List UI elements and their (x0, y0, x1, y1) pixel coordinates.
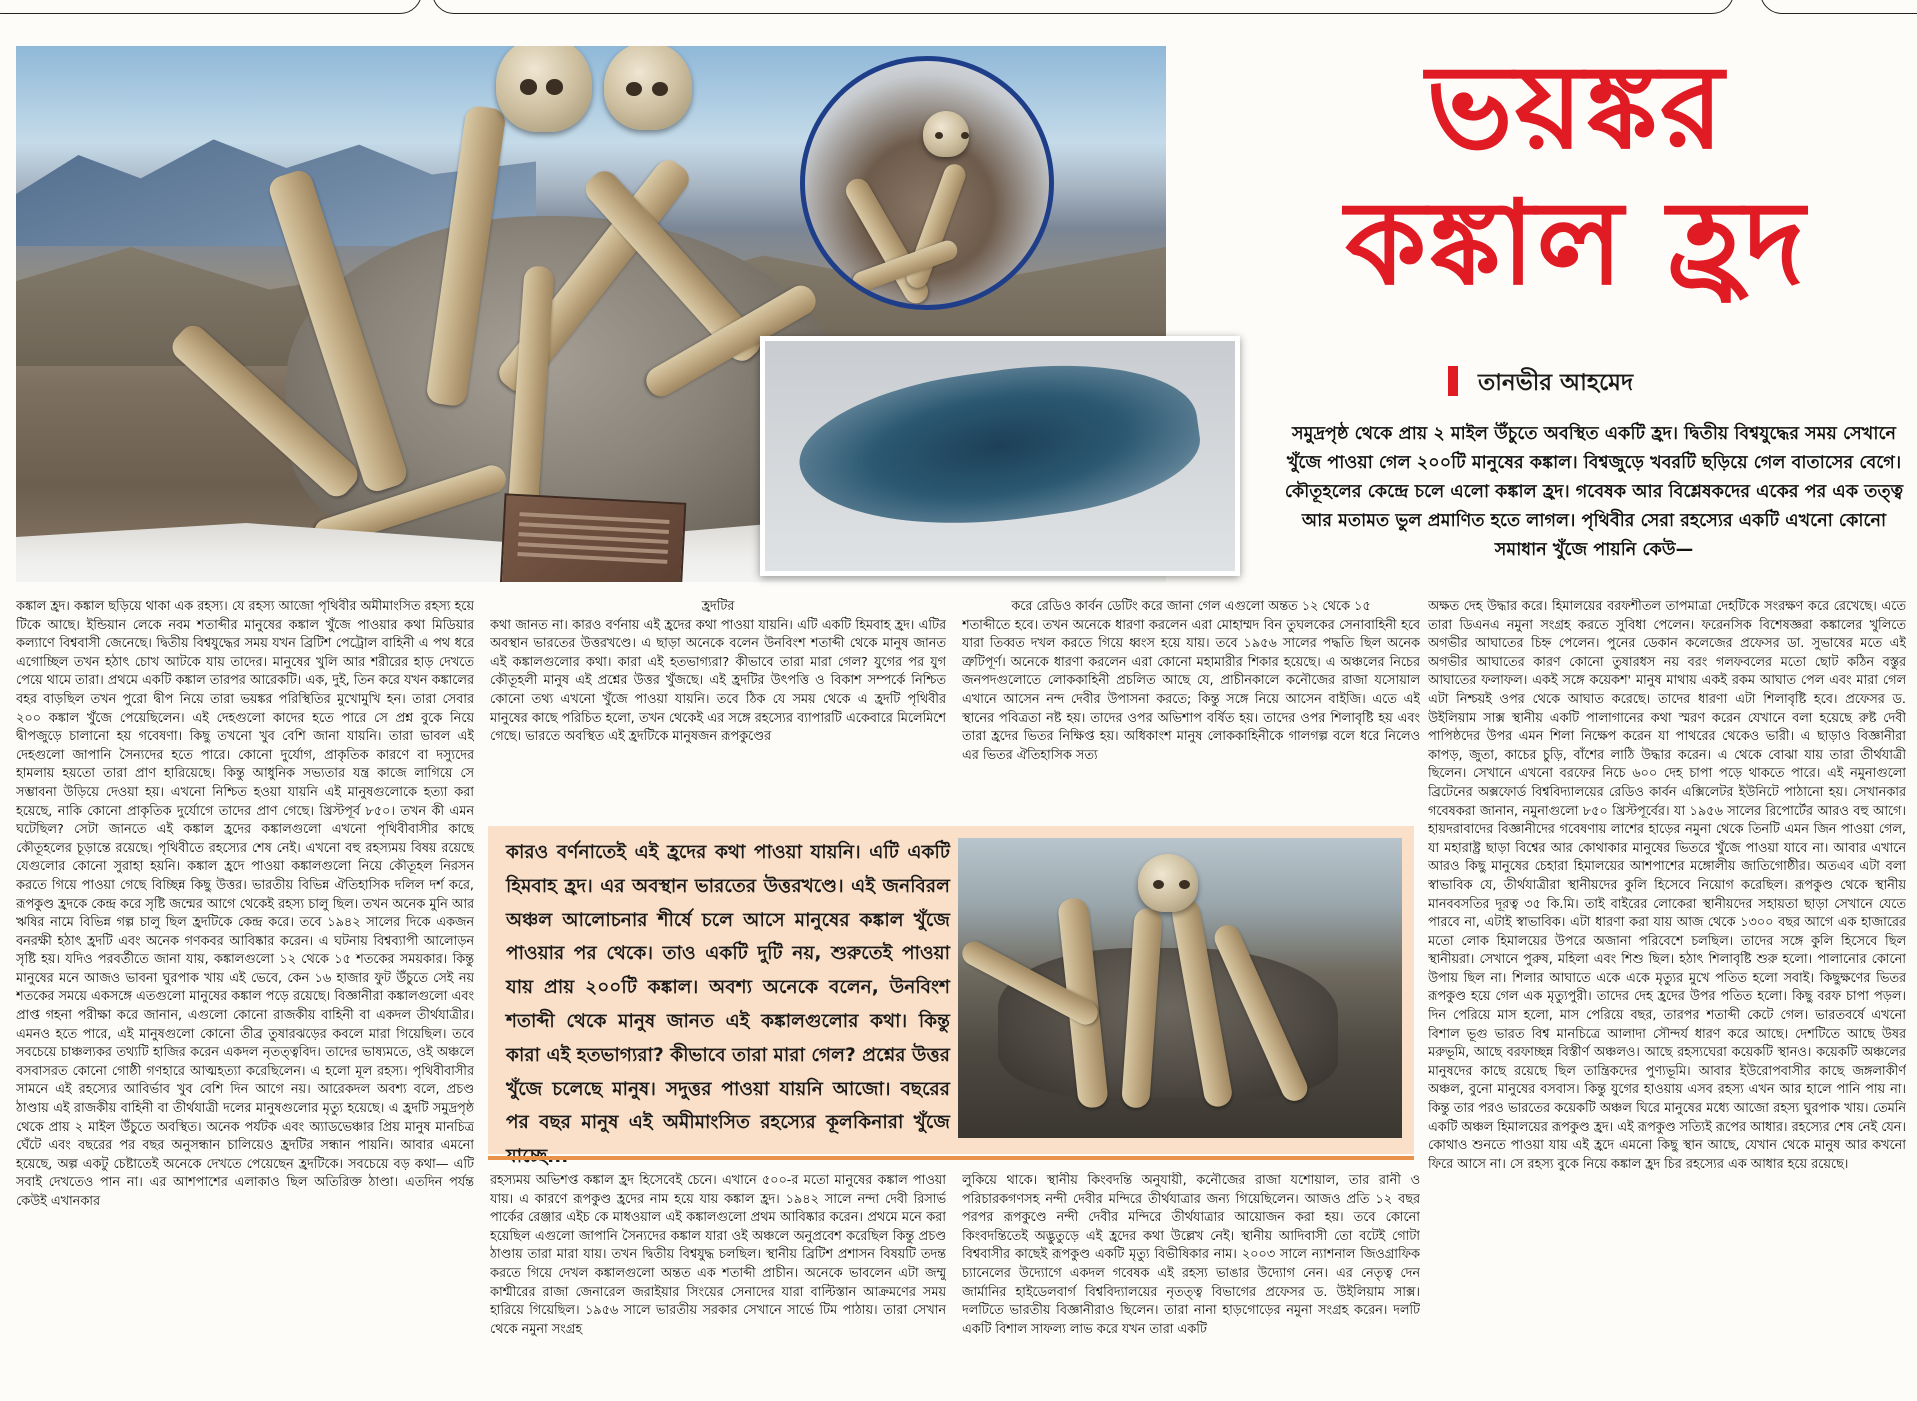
article-intro: সমুদ্রপৃষ্ঠ থেকে প্রায় ২ মাইল উঁচুতে অবস্থিত একটি হ্রদ। দ্বিতীয় বিশ্বযুদ্ধের সময় সেখানে খুঁজে পাওয়া গেল ২০০টি মানুষের কঙ্কাল। বিশ্বজুড়ে খবরটি ছড়িয়ে গেল বাতাসের বেগে। কৌতূহলের কেন্দ্রে চলে এলো কঙ্কাল হ্রদ। গবেষক আর বিশ্লেষকদের একের পর এক তত্ত্ব আর মতামত ভুল প্রমাণিত হতে লাগল। পৃথিবীর সেরা রহস্যের একটি এখনো কোনো সমাধান খুঁজে পায়নি কেউ— (1284, 424, 1904, 560)
article-column-3-bottom (962, 1172, 1420, 1396)
top-tab-left (0, 0, 422, 14)
byline-author: তানভীর আহমেদ (1478, 370, 1634, 396)
column-kicker: হ্রদটির (701, 599, 735, 614)
top-border (0, 0, 1917, 14)
headline-line-1: ভয়ঙ্কর (1426, 40, 1726, 175)
memorial-plaque (500, 493, 687, 582)
top-tab-right (1760, 0, 1917, 14)
inset-photo-frozen-lake (760, 336, 1240, 576)
headline (1236, 40, 1916, 312)
column-text: কথা জানত না। কারও বর্ণনায় এই হ্রদের কথা পাওয়া যায়নি। এটি একটি হিমবাহ হ্রদ। এটির অবস্থান ভারতের উত্তরখণ্ডে। এ ছাড়া অনেকে বলেন উনবিংশ শতাব্দী থেকে মানুষ জানত এই কঙ্কালগুলোর কথা। কারা এই হতভাগ্যরা? কীভাবে তারা মারা গেল? যুগের পর যুগ কৌতূহলী মানুষ এই প্রশ্নের উত্তর খুঁজছে। এই হ্রদটির উৎপত্তি ও বিকাশ সম্পর্কে নিশ্চিত কোনো তথ্য এখনো খুঁজে পাওয়া যায়নি। তবে ঠিক যে সময় থেকে এ হ্রদটি পৃথিবীর মানুষের কাছে পরিচিত হলো, তখন থেকেই এর সঙ্গে রহস্যের ব্যাপারটি একেবারে মিলেমিশে গেছে। ভারতে অবস্থিত এই হ্রদটিকে মানুষজন রূপকুণ্ডের (490, 617, 946, 745)
column-text: রহস্যময় অভিশপ্ত কঙ্কাল হ্রদ হিসেবেই চেনে। এখানে ৫০০-র মতো মানুষের কঙ্কাল পাওয়া যায়। এ কারণে রূপকুণ্ড হ্রদের নাম হয়ে যায় কঙ্কাল হ্রদ। ১৯৪২ সালে নন্দা দেবী রিসার্ভ পার্কের রেঞ্জার এইচ কে মাধওয়াল এই কঙ্কালগুলো প্রথম আবিষ্কার করেন। প্রথমে মনে করা হয়েছিল এগুলো জাপানি সৈন্যদের কঙ্কাল যারা ওই অঞ্চলে অনুপ্রবেশ করেছিল কিন্তু প্রচণ্ড ঠাণ্ডায় তারা মারা যায়। তখন দ্বিতীয় বিশ্বযুদ্ধ চলছিল। স্থানীয় ব্রিটিশ প্রশাসন বিষয়টি তদন্ত করতে গিয়ে দেখল কঙ্কালগুলো অন্তত এক শতাব্দী প্রাচীন। অনেকে ভাবলেন এটা জম্মু কাশ্মীরের রাজা জেনারেল জরাইয়ার সিংয়ের সেনাদের যারা বাল্টিস্তান আক্রমণের সময় হারিয়ে গিয়েছিল। ১৯৫৬ সালে ভারতীয় সরকার সেখানে সার্ভে টিম পাঠায়। তারা সেখান থেকে নমুনা সংগ্রহ (490, 1173, 946, 1337)
column-kicker: করে রেডিও কার্বন ডেটিং করে জানা গেল এগুলো অন্তত ১২ থেকে ১৫ (1011, 599, 1371, 614)
lake-water (791, 344, 1208, 548)
article-column-3-top (962, 598, 1420, 814)
byline-marker (1448, 366, 1458, 396)
article-column-4 (1428, 598, 1906, 1396)
column-text: লুকিয়ে থাকে। স্থানীয় কিংবদন্তি অনুযায়ী, কনৌজের রাজা যশোয়াল, তার রানী ও পরিচারকগণসহ নন্দী দেবীর মন্দিরে তীর্থযাত্রার জন্য গিয়েছিলেন। আজও প্রতি ১২ বছর পরপর রূপকুণ্ডে নন্দী দেবীর মন্দিরে তীর্থযাত্রার আয়োজন করা হয়। তবে কোনো কিংবদন্তিতেই অদ্ভুতুড়ে এই হ্রদের কথা উল্লেখ নেই। স্থানীয় আদিবাসী তো বটেই গোটা বিশ্ববাসীর কাছেই রূপকুণ্ড একটি মৃত্যু বিভীষিকার নাম। ২০০৩ সালে ন্যাশনাল জিওগ্রাফিক চ্যানেলের উদ্যোগে একদল গবেষক এই রহস্য ভাঙার উদ্যোগ নেন। এর নেতৃত্ব দেন জার্মানির হাইডেলবার্গ বিশ্ববিদ্যালয়ের নৃতত্ত্ব বিভাগের প্রফেসর ড. উইলিয়াম সাক্স। দলটিতে ভারতীয় বিজ্ঞানীরাও ছিলেন। তারা নানা হাড়গোড়ের নমুনা সংগ্রহ করেন। দলটি একটি বিশাল সাফল্য লাভ করে যখন তারা একটি (962, 1173, 1420, 1337)
skull (604, 46, 692, 130)
inset-photo-skeleton-circle (800, 56, 1054, 310)
column-text: শতাব্দীতে হবে। তখন অনেকে ধারণা করলেন এরা মোহাম্মদ বিন তুঘলকের সেনাবাহিনী হবে যারা তিব্বত দখল করতে গিয়ে ধ্বংস হয়ে যায়। তবে ১৯৫৬ সালের পদ্ধতি ছিল অনেক ত্রুটিপূর্ণ। অনেকে ধারণা করলেন এরা কোনো মহামারীর শিকার হয়েছে। এ অঞ্চলের নিচের জনপদগুলোতে লোককাহিনী প্রচলিত আছে যে, প্রাচীনকালে কনৌজের রাজা যসোয়াল এখানে আসেন নন্দ দেবীর উপাসনা করতে; কিন্তু সঙ্গে নিয়ে আসেন বাইজি। এতে এই স্থানের পবিত্রতা নষ্ট হয়। তাদের ওপর অভিশাপ বর্ষিত হয়। তাদের ওপর শিলাবৃষ্টি হয় এবং তারা হ্রদের ভিতর নিক্ষিপ্ত হয়। অধিকাংশ মানুষ লোককাহিনীকে গালগল্প বলে ধরে নিলেও এর ভিতর ঐতিহাসিক সত্য (962, 617, 1420, 763)
box-bottom-rule (488, 1156, 1414, 1160)
skull (923, 111, 969, 157)
column-text: কঙ্কাল হ্রদ। কঙ্কাল ছড়িয়ে থাকা এক রহস্য। যে রহস্য আজো পৃথিবীর অমীমাংসিত রহস্য হয়ে টিকে আছে। ইন্ডিয়ান লেকে নবম শতাব্দীর মানুষের কঙ্কাল খুঁজে পাওয়ার কথা মিডিয়ার কল্যাণে বিশ্ববাসী জেনেছে। দ্বিতীয় বিশ্বযুদ্ধের সময় যখন ব্রিটিশ পেট্রোল বাহিনী এ পথ ধরে এগোচ্ছিল তখন হঠাৎ চোখ আটকে যায় তাদের। মানুষের খুলি আর শরীরের হাড় দেখতে পেয়ে থামে তারা। প্রথমে একটি কঙ্কাল তারপর আরেকটি। এক, দুই, তিন করে যখন কঙ্কালের বহর বাড়ছিল তখন পুরো দ্বীপ নিয়ে তারা ভয়ঙ্কর পরিস্থিতির মুখোমুখি হন। তারা সেবার ২০০ কঙ্কাল খুঁজে পেয়েছিলেন। এই দেহগুলো কাদের হতে পারে সে প্রশ্ন বুকে নিয়ে দ্বীপজুড়ে চালানো হয় গবেষণা। কিছু তখনো খুব বেশি জানা যায়নি। তারা ভাবল এই দেহগুলো জাপানি সৈন্যদের হতে পারে। কোনো দুর্যোগ, প্রাকৃতিক কারণে বা দস্যুদের হামলায় হয়তো তারা প্রাণ হারিয়েছে। কিন্তু আধুনিক সভ্যতার যন্ত্র কাজে লাগিয়ে সে সম্ভাবনা উড়িয়ে দেওয়া হয়। এখনো নিশ্চিত হওয়া যায়নি এই মানুষগুলোকে হত্যা করা হয়েছে, নাকি কোনো প্রাকৃতিক দুর্যোগে তাদের প্রাণ গেছে। খ্রিস্টপূর্ব ৮৫০। তখন কী এমন ঘটেছিল? সেটা জানতে এই কঙ্কাল হ্রদের কঙ্কালগুলো এখনো পৃথিবীবাসীর কাছে কৌতূহলের চূড়ান্তে রয়েছে। পৃথিবীতে রহস্যের শেষ নেই। এখনো বহু রহস্যময় বিষয় রয়েছে যেগুলোর কোনো সুরাহা হয়নি। কঙ্কাল হ্রদে পাওয়া কঙ্কালগুলো নিয়ে কৌতূহল নিরসন করতে গিয়ে পাওয়া গেছে বিচ্ছিন্ন কিছু উত্তর। ভারতীয় বিভিন্ন ঐতিহাসিক দলিল দর্শ করে, রূপকুণ্ড হ্রদকে কেন্দ্র করে সৃষ্টি জন্মের আগে থেকেই রহস্য চালু ছিল। তখন অনেক মুনি আর ঋষির নামে বিভিন্ন গল্প চালু ছিল হ্রদটিকে কেন্দ্র করে। তবে ১৯৪২ সালের দিকে একজন বনরক্ষী হঠাৎ হ্রদটি এবং অনেক গণকবর আবিষ্কার করেন। এ ঘটনায় বিশ্বব্যাপী আলোড়ন সৃষ্টি হয়। যদিও পরবর্তীতে জানা যায়, কঙ্কালগুলো ১২ থেকে ১৫ শতকের সময়কার। কিন্তু মানুষের মনে আজও ভাবনা ঘুরপাক খায় এই ভেবে, কেন ১৬ হাজার ফুট উঁচুতে সেই নয় শতকের সময়ে একসঙ্গে এতগুলো মানুষের কঙ্কাল পড়ে রয়েছে। বিজ্ঞানীরা কঙ্কালগুলো এবং প্রাপ্ত গহনা পরীক্ষা করে জানান, এগুলো কোনো রাজকীয় বাহিনী বা একদল তীর্থযাত্রীর। এমনও হতে পারে, এই মানুষগুলো কোনো তীব্র তুষারঝড়ের কবলে মারা গিয়েছিল। তবে সবচেয়ে চাঞ্চল্যকর তথ্যটি হাজির করেন একদল নৃতত্ত্ববিদ। তাদের ভাষ্যমতে, ওই অঞ্চলে বসবাসরত কোনো গোষ্ঠী গণহারে আত্মহত্যা করেছিলেন। এ হলো মূল রহস্য। পৃথিবীবাসীর সামনে এই রহস্যের আবির্ভাব খুব বেশি দিন আগে নয়। আরেকদল অবশ্য বলে, প্রচণ্ড ঠাণ্ডায় এই রাজকীয় বাহিনী বা তীর্থযাত্রী দলের মানুষগুলোর মৃত্যু হয়েছে। এ হ্রদটি সমুদ্রপৃষ্ঠ থেকে প্রায় ২ মাইল উঁচুতে অবস্থিত। অনেক পর্যটক এবং অ্যাডভেঞ্চার প্রিয় মানুষ মানচিত্র ঘেঁটে এবং বছরের পর বছর অনুসন্ধান চালিয়েও হ্রদটির সন্ধান পায়নি। আবার এমনো হয়েছে, অল্প একটু চেষ্টাতেই অনেকে দেখতে পেয়েছেন হ্রদটিকে। সবচেয়ে বড় কথা— এটি সবাই দেখতেও পান না। এর আশপাশের এলাকাও ছিল অতিরিক্ত ঠাণ্ডা। এতদিন পর্যন্ত কেউই এখানকার (16, 599, 474, 1209)
pull-quote: কারও বর্ণনাতেই এই হ্রদের কথা পাওয়া যায়নি। এটি একটি হিমবাহ হ্রদ। এর অবস্থান ভারতের উত্তরখণ্ডে। এই জনবিরল অঞ্চল আলোচনার শীর্ষে চলে আসে মানুষের কঙ্কাল খুঁজে পাওয়ার পর থেকে। তাও একটি দুটি নয়, শুরুতেই পাওয়া যায় প্রায় ২০০টি কঙ্কাল। অবশ্য অনেকে বলেন, উনবিংশ শতাব্দী থেকে মানুষ জানত এই কঙ্কালগুলোর কথা। কিন্তু কারা এই হতভাগ্যরা? কীভাবে তারা মারা গেল? প্রশ্নের উত্তর খুঁজে চলেছে মানুষ। সদুত্তর পাওয়া যায়নি আজো। বছরের পর বছর মানুষ এই অমীমাংসিত রহস্যের কূলকিনারা খুঁজে (506, 842, 950, 1134)
article-column-2-bottom (490, 1172, 946, 1396)
article-column-2-top (490, 598, 946, 814)
column-text: অক্ষত দেহ উদ্ধার করে। হিমালয়ের বরফশীতল তাপমাত্রা দেহটিকে সংরক্ষণ করে রেখেছে। এতে তারা ডিএনএ নমুনা সংগ্রহ করতে সুবিধা পেলেন। ফরেনসিক বিশেষজ্ঞরা কঙ্কালের খুলিতে অগভীর আঘাতের চিহ্ন পেলেন। পুনের ডেকান কলেজের প্রফেসর ডা. সুভাষের মতে এই অগভীর আঘাতের কারণ কোনো তুষারধস নয় বরং গলফবলের মতো ছোট কঠিন বস্তুর আঘাতের ফলাফল। একই সঙ্গে কয়েকশ' মানুষ মাথায় একই রকম আঘাত পেল এবং মারা গেল এটা নিশ্চয়ই ওপর থেকে আঘাত করেছে। তাদের ধারণা এটা শিলাবৃষ্টি হবে। প্রফেসর ড. উইলিয়াম সাক্স স্থানীয় একটি পালাগানের কথা স্মরণ করেন যেখানে বলা হয়েছে রুষ্ট দেবী পাপিষ্ঠদের উপর এমন শিলা নিক্ষেপ করেন যা পাথরের থেকেও ভারী। এ ছাড়াও বিজ্ঞানীরা কাপড়, জুতা, কাচের চুড়ি, বাঁশের লাঠি উদ্ধার করেন। এ থেকে বোঝা যায় তারা তীর্থযাত্রী ছিলেন। সেখানে এখনো বরফের নিচে ৬০০ দেহ চাপা পড়ে থাকতে পারে। এই নমুনাগুলো ব্রিটেনের অক্সফোর্ড বিশ্ববিদ্যালয়ের রেডিও কার্বন এক্সিলেটর ইউনিটে পাঠানো হয়। সেখানকার গবেষকরা জানান, নমুনাগুলো ৮৫০ খ্রিস্টপূর্বের। যা ১৯৫৬ সালের রিপোর্টের আরও বহু আগে। হায়দরাবাদের বিজ্ঞানীদের গবেষণায় লাশের হাড়ের নমুনা থেকে তিনটি এমন জিন পাওয়া গেল, যা মহারাষ্ট্র ছাড়া বিশ্বের আর কোথাকার মানুষের ভিতরে খুঁজে পাওয়া যাবে না। আবার এখানে আরও কিছু মানুষের চেহারা হিমালয়ের আশপাশের মঙ্গোলীয় জাতিগোষ্ঠীর। অতএব এটা বলা স্বাভাবিক যে, তীর্থযাত্রীরা স্থানীয়দের কুলি হিসেবে নিয়োগ করেছিল। রূপকুণ্ড থেকে স্থানীয় মানববসতির দূরত্ব ৩৫ কি.মি। তাই বাইরের লোকেরা স্থানীয়দের সহায়তা ছাড়া সেখানে যেতে পারবে না, এটাই স্বাভাবিক। এটা ধারণা করা যায় আজ থেকে ১৩০০ বছর আগে এক হাজারের মতো লোক হিমালয়ের উপরে অজানা পরিবেশে চলছিল। তাদের সঙ্গে কুলি হিসেবে ছিল স্থানীয়রা। সেখানে পুরুষ, মহিলা এবং শিশু ছিল। হঠাৎ শিলাবৃষ্টি শুরু হলো। পালানোর কোনো উপায় ছিল না। শিলার আঘাতে একে একে মৃত্যুর মুখে পতিত হলো সবাই। কিছুক্ষণের ভিতর রূপকুণ্ড হয়ে গেল এক মৃত্যুপুরী। তাদের দেহ হ্রদের উপর পতিত হলো। কিছু বরফ চাপা পড়ল। দিন পেরিয়ে মাস হলো, মাস পেরিয়ে বছর, তারপর শতাব্দী কেটে গেল। ভারতবর্ষে এখনো বিশাল ভূগু ভারত বিশ্ব মানচিত্রে আলাদা সৌন্দর্য ধারণ করে আছে। দেশটিতে আছে উষর মরুভূমি, আছে বরফাচ্ছন্ন বিস্তীর্ণ অঞ্চলও। আছে রহস্যঘেরা কয়েকটি স্থানও। কয়েকটি অঞ্চলের মানুষদের কাছে রয়েছে ছিল তান্ত্রিকদের পুণ্যভূমি। আবার ইউরোপবাসীর কাছে জঙ্গলাকীর্ণ অঞ্চল, বুনো মানুষের বসবাস। কিন্তু যুগের হাওয়ায় এসব রহস্য এখন আর হালে পানি পায় না। কিন্তু তার পরও ভারতের কয়েকটি অঞ্চল ঘিরে মানুষের মধ্যে আজো রহস্য ঘুরপাক খায়। তেমনি একটি অঞ্চল হিমালয়ের রূপকুণ্ড হ্রদ। এই রূপকুণ্ড সত্যিই রূপের আধার। রহস্যের শেষ নেই যেন। কোথাও শুনতে পাওয়া যায় এই হ্রদে এমনো কিছু স্থান আছে, যেখান থেকে মানুষ আর কখনো ফিরে আসে না। সে রহস্য বুকে নিয়ে কঙ্কাল হ্রদ চির রহস্যের এক আধার হয়ে রয়েছে। (1428, 599, 1906, 1172)
box-photo-skeletons-on-rock (958, 838, 1402, 1138)
article-column-1 (16, 598, 474, 1396)
skull (1138, 854, 1198, 912)
headline-line-2: কঙ্কাল হ্রদ (1345, 176, 1807, 311)
skull (496, 46, 592, 132)
top-tab-center (432, 0, 1734, 14)
